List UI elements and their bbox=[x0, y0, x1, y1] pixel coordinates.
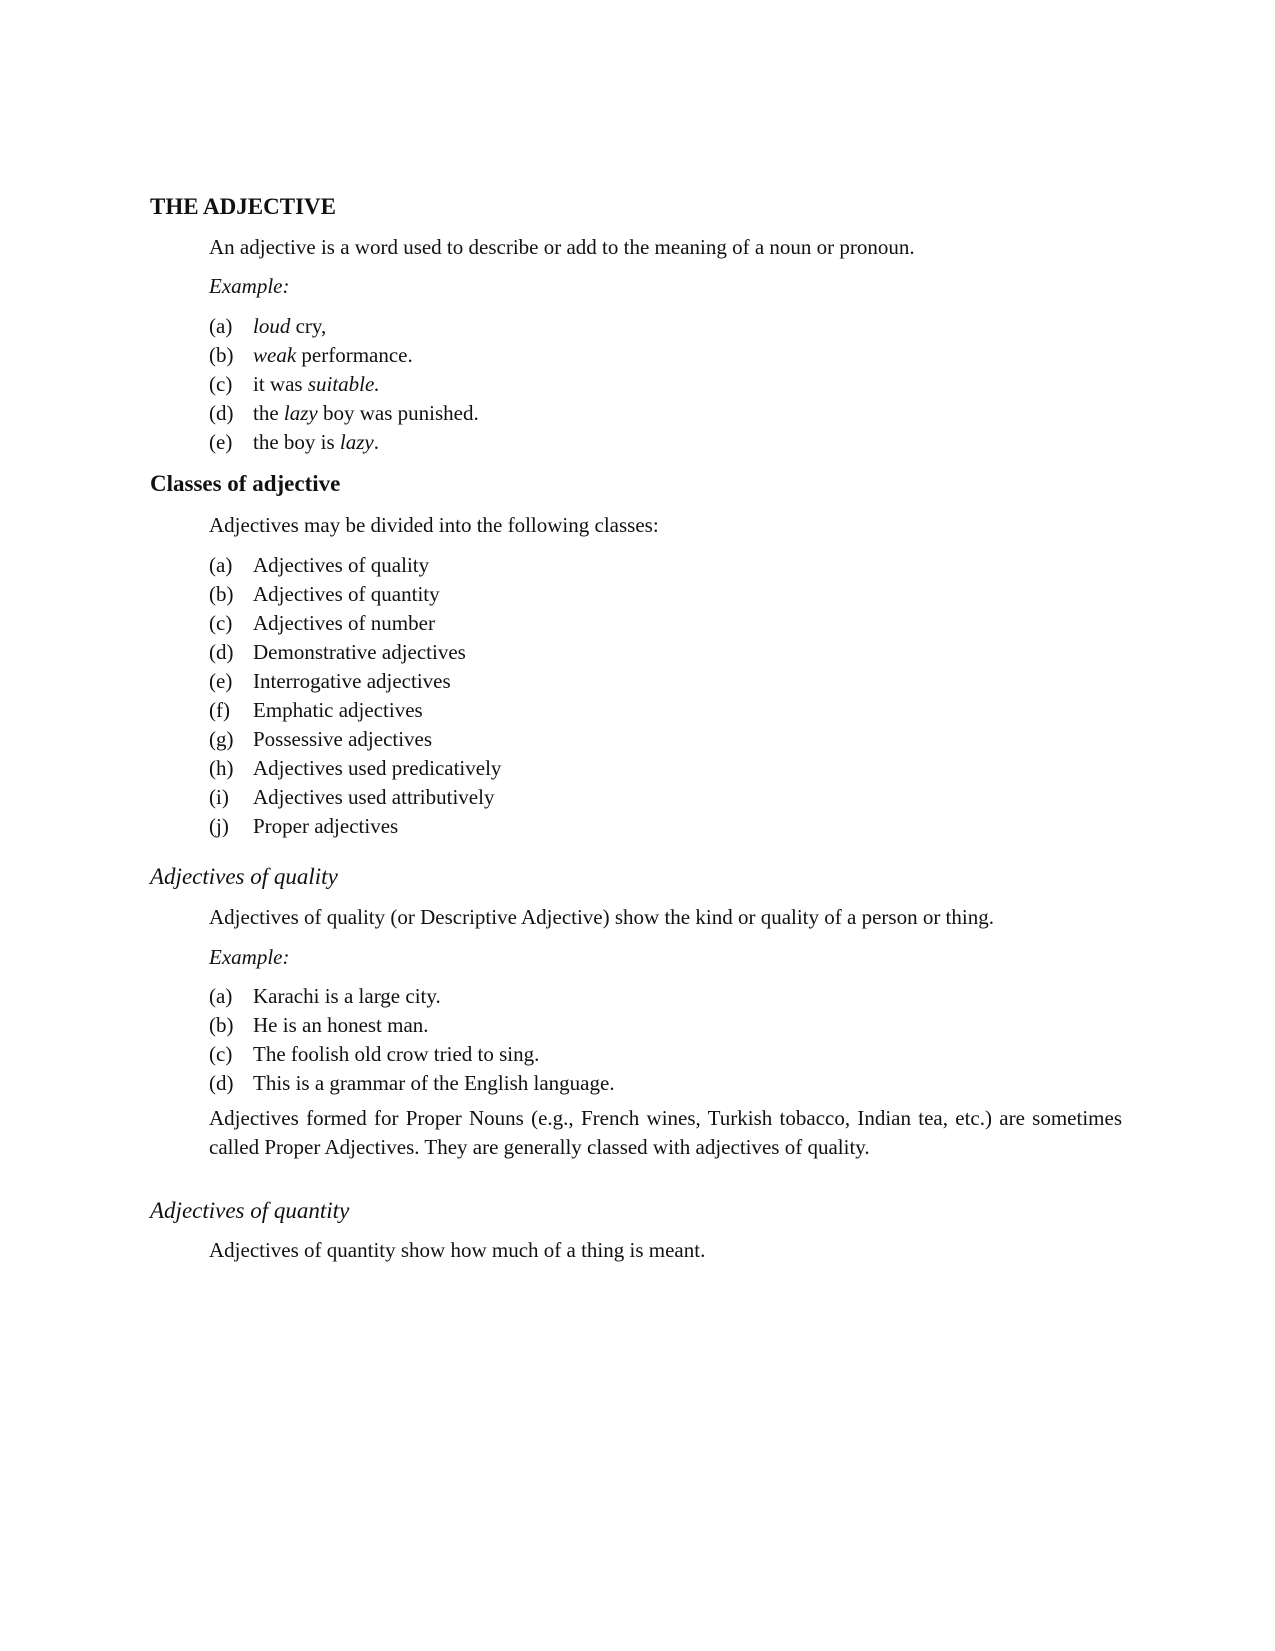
list-item bbox=[209, 312, 479, 341]
list-item-label: (b) bbox=[209, 1013, 234, 1037]
list-item bbox=[209, 341, 479, 370]
list-item-text: Adjectives of quality bbox=[253, 553, 430, 577]
text-fragment: it was bbox=[253, 372, 308, 396]
list-item-text bbox=[253, 401, 479, 425]
quality-example-label: Example: bbox=[209, 945, 290, 969]
quantity-definition: Adjectives of quantity show how much of a thing is meant. bbox=[209, 1238, 706, 1262]
list-item-label: (g) bbox=[209, 727, 234, 751]
list-item bbox=[209, 667, 501, 696]
list-item-label: (d) bbox=[209, 1071, 234, 1095]
list-item bbox=[209, 1011, 615, 1040]
intro-examples-list bbox=[209, 312, 479, 457]
intro-paragraph: An adjective is a word used to describe or add to the meaning of a noun or pronoun. bbox=[209, 235, 915, 259]
list-item-label: (h) bbox=[209, 756, 234, 780]
italic-word: weak bbox=[253, 343, 297, 367]
list-item-text bbox=[253, 343, 413, 367]
list-item-text: Emphatic adjectives bbox=[253, 698, 423, 722]
list-item-text bbox=[253, 372, 380, 396]
list-item bbox=[209, 428, 479, 457]
list-item-text: The foolish old crow tried to sing. bbox=[253, 1042, 540, 1066]
list-item bbox=[209, 638, 501, 667]
list-item-text: Demonstrative adjectives bbox=[253, 640, 466, 664]
list-item bbox=[209, 725, 501, 754]
classes-list bbox=[209, 551, 501, 841]
list-item-label: (a) bbox=[209, 314, 233, 338]
list-item-label: (i) bbox=[209, 785, 229, 809]
list-item bbox=[209, 370, 479, 399]
list-item bbox=[209, 551, 501, 580]
list-item-label: (a) bbox=[209, 984, 233, 1008]
page-title: THE ADJECTIVE bbox=[150, 194, 336, 219]
list-item-text: Interrogative adjectives bbox=[253, 669, 451, 693]
list-item-label: (d) bbox=[209, 640, 234, 664]
list-item-label: (e) bbox=[209, 430, 233, 454]
proper-adjectives-note: Adjectives formed for Proper Nouns (e.g., French wines, Turkish tobacco, Indian tea, etc.) are sometimes called Proper Adjectives. They are generally classed with adjectives of quality. bbox=[209, 1106, 1122, 1159]
quality-heading: Adjectives of quality bbox=[150, 864, 338, 889]
quality-examples-list bbox=[209, 982, 615, 1098]
quantity-heading: Adjectives of quantity bbox=[150, 1198, 350, 1223]
list-item-label: (c) bbox=[209, 611, 233, 635]
list-item-text: Adjectives of number bbox=[253, 611, 435, 635]
italic-word: lazy bbox=[339, 430, 374, 454]
list-item-text: Adjectives of quantity bbox=[253, 582, 440, 606]
list-item bbox=[209, 1069, 615, 1098]
list-item-label: (b) bbox=[209, 343, 234, 367]
list-item-text bbox=[253, 314, 326, 338]
italic-word: lazy bbox=[283, 401, 318, 425]
list-item-text: Possessive adjectives bbox=[253, 727, 433, 751]
list-item-label: (j) bbox=[209, 814, 229, 838]
text-fragment: performance. bbox=[296, 343, 413, 367]
list-item-text: Adjectives used attributively bbox=[253, 785, 495, 809]
classes-heading: Classes of adjective bbox=[150, 471, 341, 496]
list-item-label: (b) bbox=[209, 582, 234, 606]
list-item-label: (a) bbox=[209, 553, 233, 577]
list-item bbox=[209, 580, 501, 609]
italic-word: suitable. bbox=[307, 372, 380, 396]
text-fragment: boy was punished. bbox=[317, 401, 479, 425]
list-item-text: Proper adjectives bbox=[253, 814, 399, 838]
text-fragment: . bbox=[373, 430, 379, 454]
list-item bbox=[209, 783, 501, 812]
list-item bbox=[209, 754, 501, 783]
list-item bbox=[209, 399, 479, 428]
list-item bbox=[209, 982, 615, 1011]
italic-word: loud bbox=[253, 314, 291, 338]
list-item-text: Adjectives used predicatively bbox=[253, 756, 502, 780]
list-item-label: (f) bbox=[209, 698, 230, 722]
list-item-label: (c) bbox=[209, 372, 233, 396]
list-item bbox=[209, 609, 501, 638]
list-item-text: This is a grammar of the English language. bbox=[253, 1071, 615, 1095]
text-fragment: the boy is bbox=[253, 430, 340, 454]
list-item-text: Karachi is a large city. bbox=[253, 984, 441, 1008]
list-item-label: (e) bbox=[209, 669, 233, 693]
list-item-text bbox=[253, 430, 379, 454]
list-item bbox=[209, 1040, 615, 1069]
classes-intro: Adjectives may be divided into the following classes: bbox=[209, 513, 659, 537]
quality-definition: Adjectives of quality (or Descriptive Adjective) show the kind or quality of a person or thing. bbox=[209, 905, 994, 929]
text-fragment: the bbox=[253, 401, 284, 425]
list-item-label: (c) bbox=[209, 1042, 233, 1066]
list-item-text: He is an honest man. bbox=[253, 1013, 429, 1037]
text-fragment: cry, bbox=[290, 314, 327, 338]
example-label: Example: bbox=[209, 274, 290, 298]
list-item bbox=[209, 812, 501, 841]
list-item-label: (d) bbox=[209, 401, 234, 425]
list-item bbox=[209, 696, 501, 725]
